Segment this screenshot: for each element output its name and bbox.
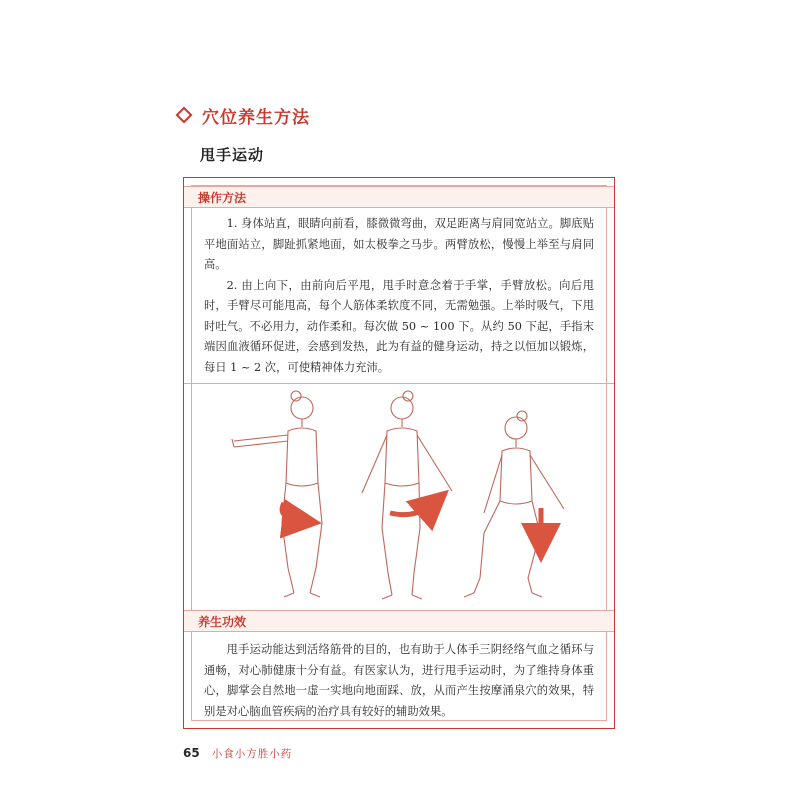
subsection-title: 甩手运动 (200, 146, 265, 164)
content-frame (183, 177, 615, 729)
effect-label: 养生功效 (184, 610, 614, 632)
section-title: 穴位养生方法 (202, 107, 310, 128)
section-header (178, 100, 310, 130)
page-footer (183, 746, 292, 761)
curved-arrow-icon (390, 503, 434, 515)
effect-text-block (204, 640, 594, 722)
page-number: 65 (183, 746, 200, 760)
step-1: 1. 身体站直，眼睛向前看，膝微微弯曲，双足距离与肩同宽站立。脚底贴平地面站立，脚趾抓紧地面，如太极拳之马步。两臂放松，慢慢上举至与肩同高。 (204, 217, 594, 271)
diamond-icon (176, 107, 193, 124)
figure-squat (464, 411, 564, 597)
operation-label: 操作方法 (184, 186, 614, 208)
figure-arms-back (362, 391, 452, 599)
exercise-illustration (184, 383, 614, 608)
book-title: 小食小方胜小药 (211, 748, 293, 760)
curved-arrow-icon (282, 503, 302, 521)
step-2: 2. 由上向下，由前向后平甩，甩手时意念着于手掌，手臂放松。向后甩时，手臂尽可能甩高，每个人筋体柔软度不同，无需勉强。上举时吸气，下甩时吐气。不必用力，动作柔和。每次做 50 ~ 100 下。从约 50 下起，手指末端因血液循环促进，会感到发热，此为有益的健身运动，持之以恒加以锻炼，每日 1 ~ 2 次，可使精神体力充沛。 (204, 278, 594, 374)
figure-arms-forward (232, 391, 322, 597)
operation-steps (204, 214, 594, 378)
effect-paragraph: 甩手运动能达到活络筋骨的目的，也有助于人体手三阴经络气血之循环与通畅，对心肺健康十分有益。有医家认为，进行甩手运动时，为了维持身体重心，脚掌会自然地一虚一实地向地面踩、放，从而产生按摩涌泉穴的效果，特别是对心脑血管疾病的治疗具有较好的辅助效果。 (204, 643, 594, 718)
